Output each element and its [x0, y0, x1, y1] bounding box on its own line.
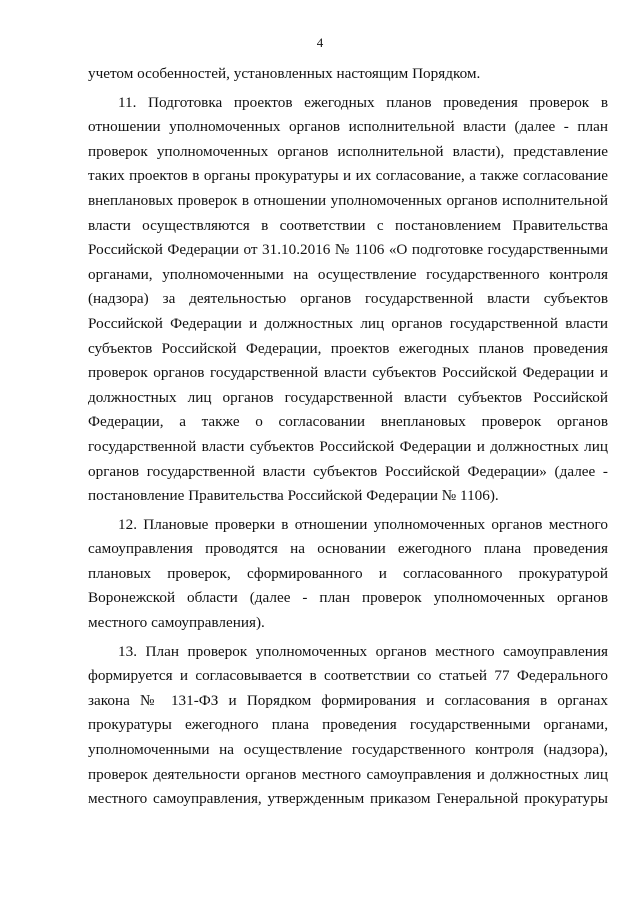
text-line: отношении уполномоченных органов исполнительной власти (далее - план: [88, 118, 608, 136]
text-line: плановых проверок, сформированного и согласованного прокуратурой: [88, 564, 608, 582]
text-line: местного самоуправления).: [88, 614, 265, 632]
text-line: Федерации, а также о согласовании внеплановых проверок органов: [88, 413, 608, 431]
text-line: органами, уполномоченными на осуществление государственного контроля: [88, 265, 608, 283]
page-number: 4: [316, 35, 324, 50]
paragraph-11-first-line: 11. Подготовка проектов ежегодных планов проведения проверок в: [118, 93, 608, 111]
text-line: уполномоченными на осуществление государственного контроля (надзора),: [88, 741, 608, 759]
text-line: местного самоуправления, утвержденным приказом Генеральной прокуратуры: [88, 790, 608, 808]
text-line: таких проектов в органы прокуратуры и их согласование, а также согласование: [88, 167, 608, 185]
text-line: Воронежской области (далее - план проверок уполномоченных органов: [88, 589, 608, 607]
text-line: проверок органов государственной власти субъектов Российской Федерации и: [88, 364, 608, 382]
text-line: проверок уполномоченных органов исполнительной власти), представление: [88, 142, 608, 160]
text-line: власти осуществляются в соответствии с постановлением Правительства: [88, 216, 608, 234]
text-line: должностных лиц органов государственной власти субъектов Российской: [88, 388, 608, 406]
text-line: закона № 131-ФЗ и Порядком формирования и согласования в органах: [88, 691, 608, 709]
text-line: проверок деятельности органов местного самоуправления и должностных лиц: [88, 765, 608, 783]
paragraph-12-first-line: 12. Плановые проверки в отношении уполномоченных органов местного: [118, 515, 608, 533]
body-text: [88, 62, 608, 812]
text-line: самоуправления проводятся на основании ежегодного плана проведения: [88, 540, 608, 558]
text-line: органов государственной власти субъектов Российской Федерации» (далее -: [88, 462, 608, 480]
text-line: субъектов Российской Федерации, проектов ежегодных планов проведения: [88, 339, 608, 357]
text-line: Российской Федерации от 31.10.2016 № 1106 «О подготовке государственными: [88, 241, 608, 259]
text-line: Российской Федерации и должностных лиц органов государственной власти: [88, 314, 608, 332]
text-line: формируется и согласовывается в соответствии со статьей 77 Федерального: [88, 667, 608, 685]
text-line: постановление Правительства Российской Федерации № 1106).: [88, 487, 499, 505]
text-line: учетом особенностей, установленных настоящим Порядком.: [88, 65, 481, 82]
text-line: государственной власти субъектов Российской Федерации и должностных лиц: [88, 437, 608, 455]
text-line: (надзора) за деятельностью органов государственной власти субъектов: [88, 290, 608, 308]
text-line: прокуратуры ежегодного плана проведения государственными органами,: [88, 716, 608, 734]
text-line: внеплановых проверок в отношении уполномоченных органов исполнительной: [88, 191, 608, 209]
paragraph-13-first-line: 13. План проверок уполномоченных органов местного самоуправления: [118, 642, 608, 660]
